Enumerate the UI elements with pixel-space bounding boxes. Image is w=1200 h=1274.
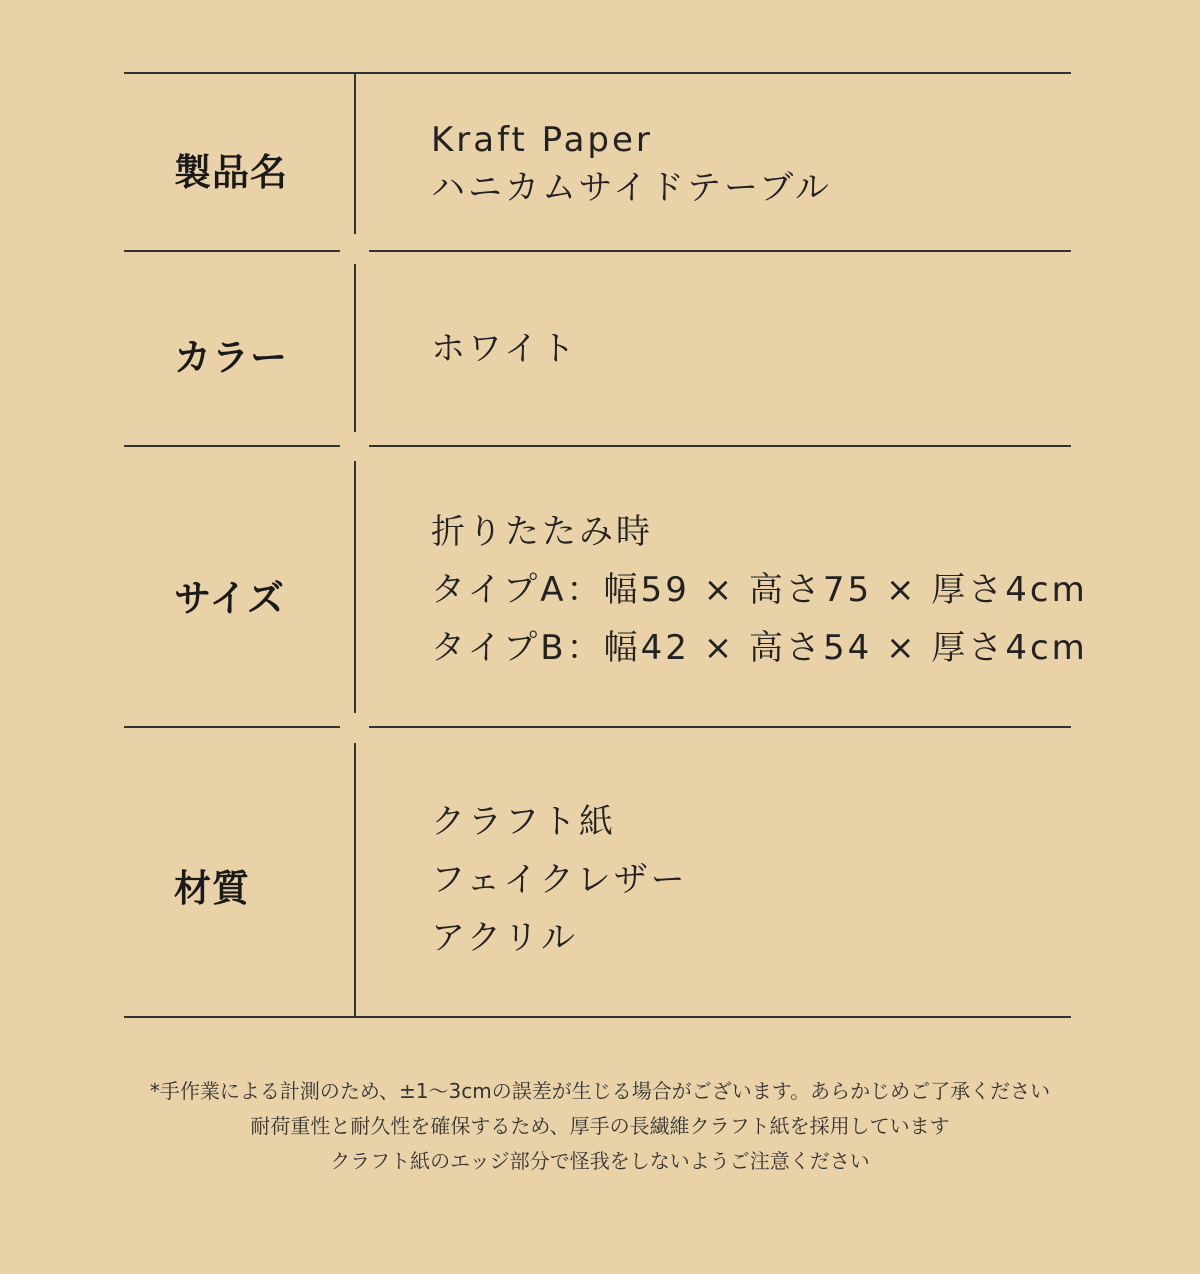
material-line: アクリル <box>431 918 578 958</box>
size-line: タイプB：幅42 × 高さ54 × 厚さ4cm <box>431 628 1088 668</box>
material-line: クラフト紙 <box>431 802 616 842</box>
color-line: ホワイト <box>431 329 578 369</box>
row-separator-right <box>369 250 1071 252</box>
row-value-color <box>431 324 578 374</box>
row-label-size: サイズ <box>174 577 286 620</box>
row-value-size <box>431 503 1088 677</box>
column-divider <box>354 743 356 1017</box>
footnote: クラフト紙のエッジ部分で怪我をしないようご注意ください <box>330 1149 870 1173</box>
row-separator-left <box>124 445 340 447</box>
footnote: *手作業による計測のため、±1〜3cmの誤差が生じる場合がございます。あらかじめご了承ください <box>149 1079 1051 1103</box>
column-divider <box>354 264 356 432</box>
row-value-product-name <box>431 116 832 212</box>
table-bottom-rule <box>124 1016 1071 1018</box>
row-label-color: カラー <box>174 336 288 379</box>
row-label-product-name: 製品名 <box>174 151 288 194</box>
size-line: タイプA：幅59 × 高さ75 × 厚さ4cm <box>431 570 1088 610</box>
size-line: 折りたたみ時 <box>431 512 653 552</box>
row-separator-left <box>124 250 340 252</box>
row-label-material: 材質 <box>174 867 250 910</box>
table-top-rule <box>124 72 1071 74</box>
footnote: 耐荷重性と耐久性を確保するため、厚手の長繊維クラフト紙を採用しています <box>250 1114 950 1138</box>
row-value-material <box>431 793 688 967</box>
row-separator-right <box>369 445 1071 447</box>
product-name-line: Kraft Paper <box>431 120 653 160</box>
row-separator-right <box>369 726 1071 728</box>
column-divider <box>354 72 356 234</box>
column-divider <box>354 461 356 713</box>
product-name-line: ハニカムサイドテーブル <box>431 168 832 208</box>
material-line: フェイクレザー <box>431 860 688 900</box>
footnotes <box>0 1074 1200 1179</box>
row-separator-left <box>124 726 340 728</box>
